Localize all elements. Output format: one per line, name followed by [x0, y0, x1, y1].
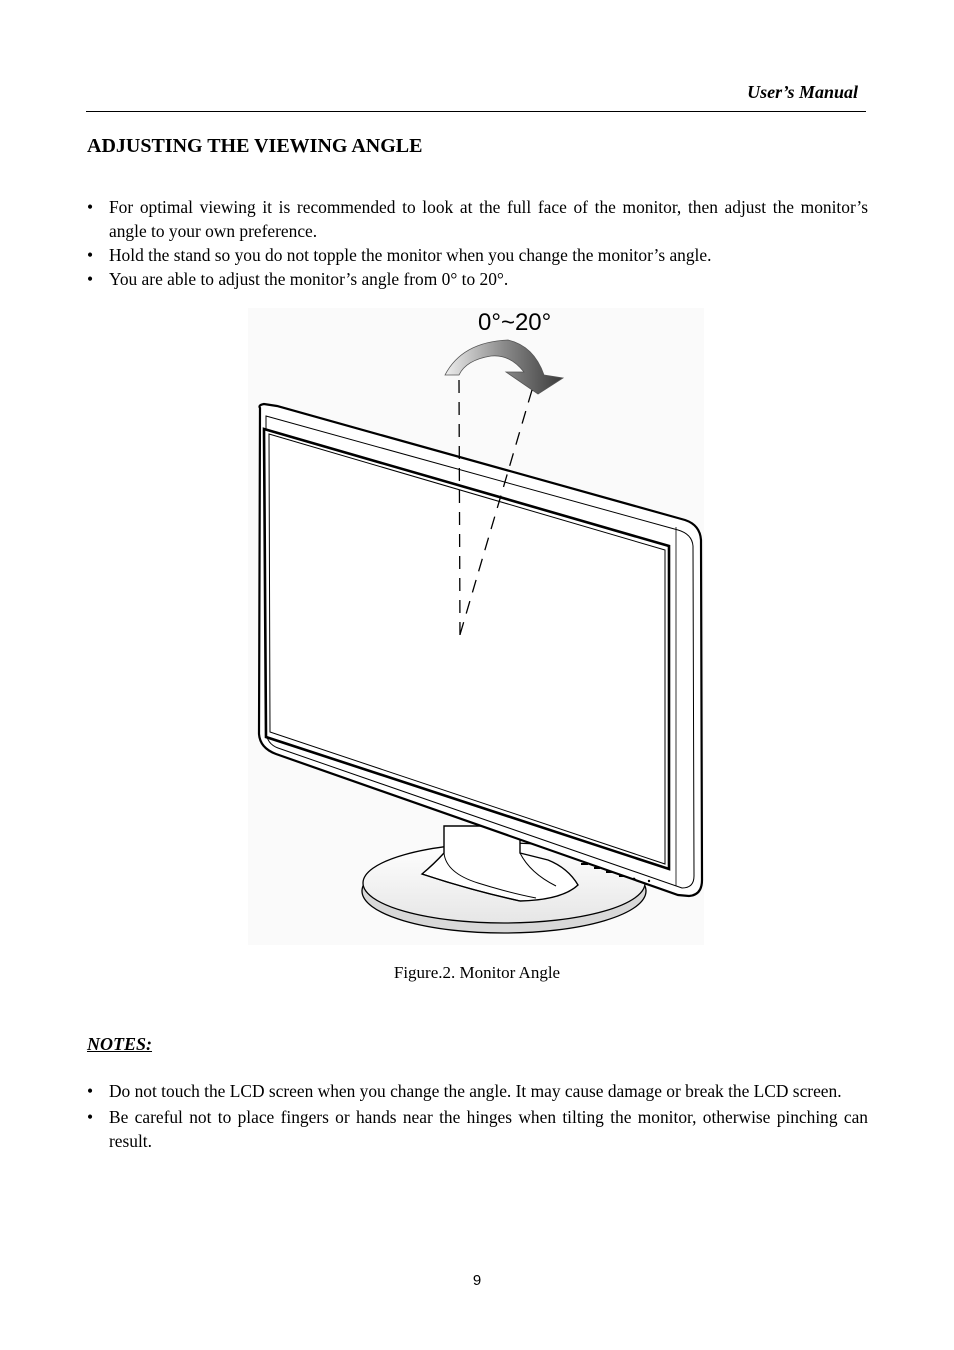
section-title: ADJUSTING THE VIEWING ANGLE	[87, 135, 423, 157]
angle-label: 0°~20°	[478, 309, 552, 336]
note-item: • Do not touch the LCD screen when you change the angle. It may cause damage or break the LCD screen.	[87, 1079, 868, 1103]
header-rule	[86, 111, 866, 112]
figure-caption	[0, 963, 954, 983]
instruction-item: • Hold the stand so you do not topple the monitor when you change the monitor’s angle.	[87, 243, 868, 267]
monitor-button	[633, 878, 636, 881]
running-header: User’s Manual	[747, 82, 858, 102]
monitor-button	[619, 875, 624, 877]
figure-caption-text: Monitor Angle	[459, 963, 561, 982]
note-item: • Be careful not to place fingers or hands near the hinges when tilting the monitor, otherwise pinching can result.	[87, 1105, 868, 1153]
instruction-item: • For optimal viewing it is recommended to look at the full face of the monitor, then adjust the monitor’s angle to your own preference.	[87, 195, 868, 243]
notes-title: NOTES:	[87, 1034, 153, 1054]
monitor-button	[594, 867, 600, 869]
instruction-item: • You are able to adjust the monitor’s angle from 0° to 20°.	[87, 267, 868, 291]
power-led-icon	[648, 880, 650, 882]
instruction-list	[87, 195, 868, 291]
figure-caption-prefix: Figure.2.	[393, 963, 456, 982]
monitor-angle-figure	[248, 308, 704, 945]
notes-list	[87, 1079, 868, 1155]
monitor-button	[606, 871, 612, 873]
monitor-illustration	[248, 308, 704, 945]
monitor-button	[581, 863, 588, 865]
page-number: 9	[472, 1272, 482, 1289]
